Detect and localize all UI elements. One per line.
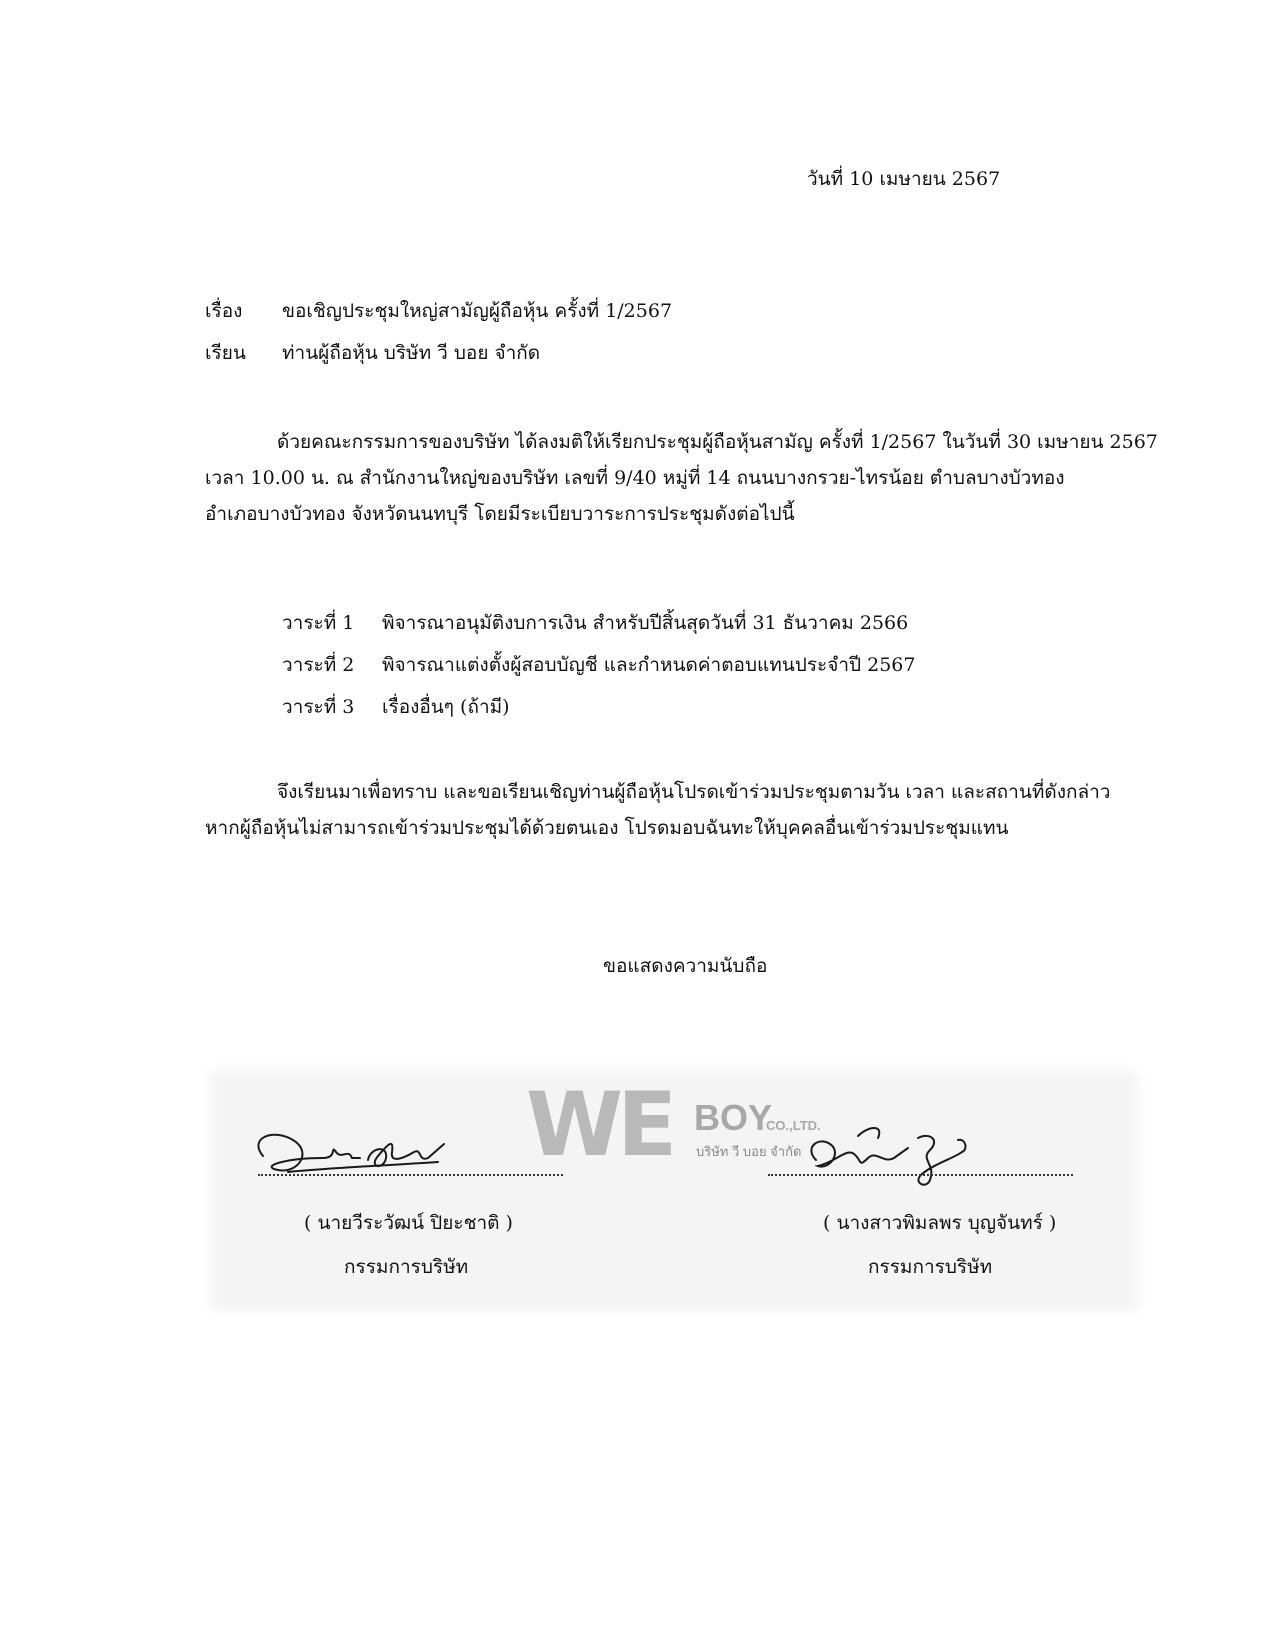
signature-line-right: [768, 1174, 1073, 1176]
paragraph-line: หากผู้ถือหุ้นไม่สามารถเข้าร่วมประชุมได้ด้วยตนเอง โปรดมอบฉันทะให้บุคคลอื่นเข้าร่วมประชุมแทน: [205, 817, 1009, 839]
subject-text: ขอเชิญประชุมใหญ่สามัญผู้ถือหุ้น ครั้งที่ 1/2567: [282, 300, 673, 322]
subject-label: เรื่อง: [205, 300, 243, 322]
paragraph-line: ด้วยคณะกรรมการของบริษัท ได้ลงมติให้เรียกประชุมผู้ถือหุ้นสามัญ ครั้งที่ 1/2567 ในวันที่ 30 เมษายน 2567: [277, 431, 1158, 453]
company-logo-thai-name: บริษัท วี บอย จำกัด: [696, 1144, 802, 1159]
agenda-item: [282, 644, 915, 686]
agenda-number: วาระที่ 2: [282, 654, 355, 676]
signature-line-left: [258, 1174, 563, 1176]
closing-paragraph: [205, 774, 1125, 846]
letter-date: วันที่ 10 เมษายน 2567: [807, 168, 1001, 190]
paragraph-line: เวลา 10.00 น. ณ สำนักงานใหญ่ของบริษัท เลขที่ 9/40 หมู่ที่ 14 ถนนบางกรวย-ไทรน้อย ตำบลบางบัวทอง: [205, 467, 1065, 489]
agenda-text: พิจารณาอนุมัติงบการเงิน สำหรับปีสิ้นสุดวันที่ 31 ธันวาคม 2566: [382, 612, 909, 634]
signatory-title: กรรมการบริษัท: [868, 1256, 993, 1278]
signatory-title: กรรมการบริษัท: [344, 1256, 469, 1278]
agenda-text: เรื่องอื่นๆ (ถ้ามี): [382, 696, 510, 718]
signature-right: [811, 1128, 965, 1185]
closing-salutation: ขอแสดงความนับถือ: [603, 955, 768, 977]
signature-block: [218, 1073, 1130, 1303]
signature-left: [258, 1135, 444, 1172]
agenda-item: [282, 602, 915, 644]
agenda-list: [282, 602, 915, 728]
signatory-name: ( นางสาวพิมลพร บุญจันทร์ ): [823, 1212, 1057, 1234]
paragraph-line: อำเภอบางบัวทอง จังหวัดนนทบุรี โดยมีระเบียบวาระการประชุมดังต่อไปนี้: [205, 503, 795, 525]
signatory-name: ( นายวีระวัฒน์ ปิยะชาติ ): [304, 1212, 513, 1234]
intro-paragraph: [205, 424, 1158, 532]
company-logo-boy: BOY: [694, 1097, 773, 1138]
company-logo-suffix: CO.,LTD.: [766, 1118, 821, 1133]
recipient-text: ท่านผู้ถือหุ้น บริษัท วี บอย จำกัด: [282, 342, 541, 364]
agenda-number: วาระที่ 1: [282, 612, 355, 634]
paragraph-line: จึงเรียนมาเพื่อทราบ และขอเรียนเชิญท่านผู้ถือหุ้นโปรดเข้าร่วมประชุมตามวัน เวลา และสถานที่ดังกล่าว: [277, 781, 1111, 803]
agenda-text: พิจารณาแต่งตั้งผู้สอบบัญชี และกำหนดค่าตอบแทนประจำปี 2567: [382, 654, 916, 676]
agenda-number: วาระที่ 3: [282, 696, 355, 718]
agenda-item: [282, 686, 915, 728]
recipient-label: เรียน: [205, 342, 246, 364]
company-logo-we: WE: [526, 1073, 672, 1176]
